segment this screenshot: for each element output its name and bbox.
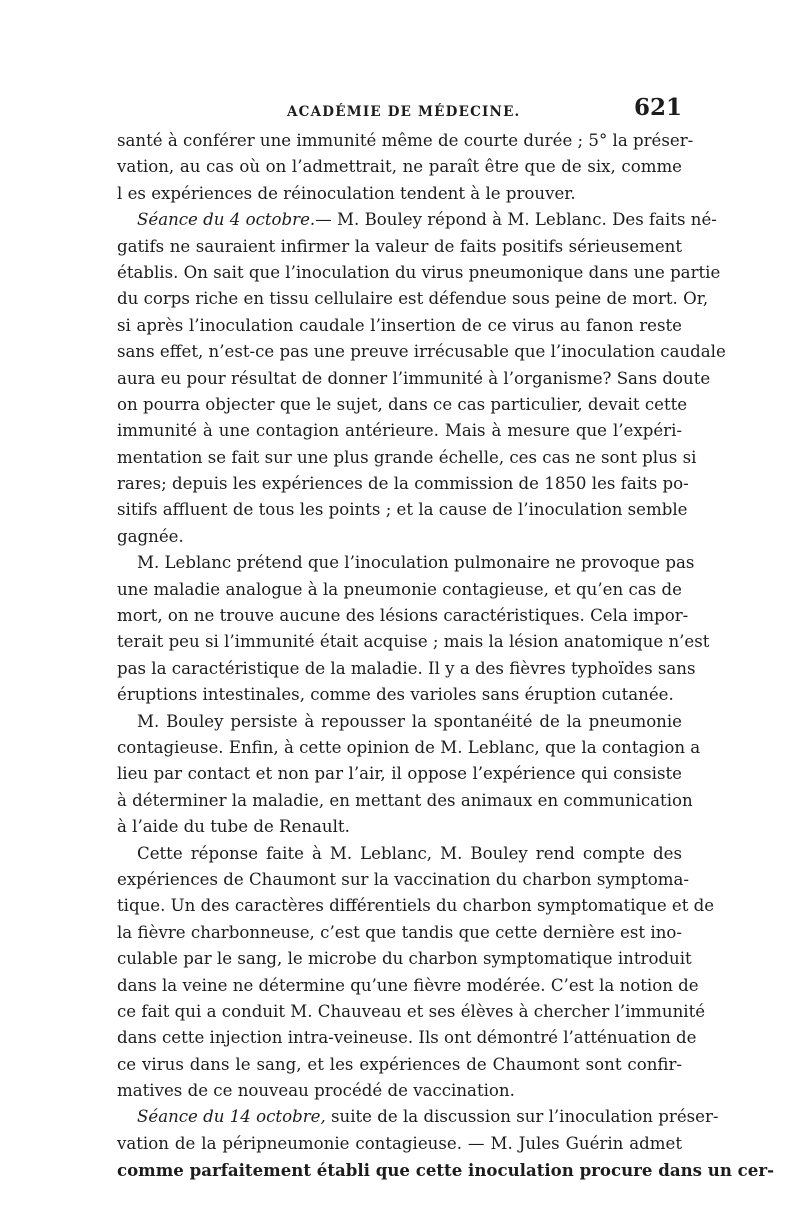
- text-line: ce virus dans le sang, et les expériences de Chaumont sont confir-: [117, 1054, 682, 1074]
- text-line: la fièvre charbonneuse, c’est que tandis que cette dernière est ino-: [117, 922, 682, 942]
- text-line: Cette réponse faite à M. Leblanc, M. Bouley rend compte des: [137, 843, 682, 863]
- text-line: culable par le sang, le microbe du charbon symptomatique introduit: [117, 949, 692, 969]
- text-line: [117, 207, 717, 233]
- text-line: sitifs affluent de tous les points ; et la cause de l’inoculation semble: [117, 500, 688, 520]
- page-header: [117, 92, 682, 126]
- text-line: M. Bouley persiste à repousser la spontanéité de la pneumonie: [137, 711, 682, 731]
- text-line: vation de la péripneumonie contagieuse. — M. Jules Guérin admet: [117, 1133, 682, 1153]
- text-line: rares; depuis les expériences de la commission de 1850 les faits po-: [117, 474, 689, 494]
- text-line: matives de ce nouveau procédé de vaccination.: [117, 1081, 515, 1101]
- paragraph-2: [117, 207, 726, 550]
- text-line: l es expériences de réinoculation tendent à le prouver.: [117, 183, 576, 203]
- text-line: santé à conférer une immunité même de courte durée ; 5° la préser-: [117, 131, 694, 150]
- text-line: vation, au cas où on l’admettrait, ne paraît être que de six, comme: [117, 157, 682, 177]
- text-line: [117, 1104, 719, 1130]
- text-line: pas la caractéristique de la maladie. Il y a des fièvres typhoïdes sans: [117, 658, 696, 678]
- text-line: une maladie analogue à la pneumonie contagieuse, et qu’en cas de: [117, 579, 682, 599]
- session-date-lead: Séance du 4 octobre.: [137, 210, 316, 230]
- line-text: suite de la discussion sur l’inoculation préser-: [325, 1107, 719, 1127]
- paragraph-3: [117, 550, 710, 708]
- text-line: lieu par contact et non par l’air, il oppose l’expérience qui consiste: [117, 764, 682, 784]
- text-line: éruptions intestinales, comme des varioles sans éruption cutanée.: [117, 685, 674, 705]
- page-number: 621: [633, 94, 682, 121]
- text-line: contagieuse. Enfin, à cette opinion de M. Leblanc, que la contagion a: [117, 737, 701, 757]
- text-line: on pourra objecter que le sujet, dans ce cas particulier, devait cette: [117, 394, 688, 414]
- body-text: [117, 128, 774, 1184]
- text-line: mentation se fait sur une plus grande échelle, ces cas ne sont plus si: [117, 447, 697, 467]
- text-line: expériences de Chaumont sur la vaccination du charbon symptoma-: [117, 869, 689, 889]
- text-line: mort, on ne trouve aucune des lésions caractéristiques. Cela impor-: [117, 606, 689, 626]
- text-line: terait peu si l’immunité était acquise ; mais la lésion anatomique n’est: [117, 632, 710, 652]
- text-line: gagnée.: [117, 526, 184, 546]
- text-line: du corps riche en tissu cellulaire est défendue sous peine de mort. Or,: [117, 289, 709, 309]
- text-line: M. Leblanc prétend que l’inoculation pulmonaire ne provoque pas: [137, 553, 695, 573]
- paragraph-4: [117, 709, 701, 841]
- paragraph-6: [117, 1104, 774, 1183]
- text-line: à l’aide du tube de Renault.: [117, 817, 350, 837]
- paragraph-5: [117, 841, 715, 1105]
- running-title: ACADÉMIE DE MÉDECINE.: [287, 104, 521, 120]
- session-date-lead: Séance du 14 octobre,: [137, 1107, 326, 1127]
- text-line: si après l’inoculation caudale l’insertion de ce virus au fanon reste: [117, 315, 682, 335]
- text-line: ce fait qui a conduit M. Chauveau et ses élèves à chercher l’immunité: [117, 1001, 706, 1021]
- text-line: immunité à une contagion antérieure. Mais à mesure que l’expéri-: [117, 421, 682, 441]
- text-line: établis. On sait que l’inoculation du virus pneumonique dans une partie: [117, 262, 721, 282]
- paragraph-1: [117, 128, 694, 207]
- line-text: — M. Bouley répond à M. Leblanc. Des faits né-: [315, 210, 717, 230]
- text-line: comme parfaitement établi que cette inoculation procure dans un cer-: [117, 1160, 774, 1181]
- text-line: sans effet, n’est-ce pas une preuve irrécusable que l’inoculation caudale: [117, 342, 726, 362]
- text-line: aura eu pour résultat de donner l’immunité à l’organisme? Sans doute: [117, 368, 711, 388]
- text-line: dans cette injection intra-veineuse. Ils ont démontré l’atténuation de: [117, 1028, 697, 1048]
- text-line: dans la veine ne détermine qu’une fièvre modérée. C’est la notion de: [117, 975, 699, 995]
- text-line: à déterminer la maladie, en mettant des animaux en communication: [117, 790, 693, 810]
- text-line: tique. Un des caractères différentiels du charbon symptomatique et de: [117, 896, 715, 916]
- text-line: gatifs ne sauraient infirmer la valeur de faits positifs sérieusement: [117, 236, 682, 256]
